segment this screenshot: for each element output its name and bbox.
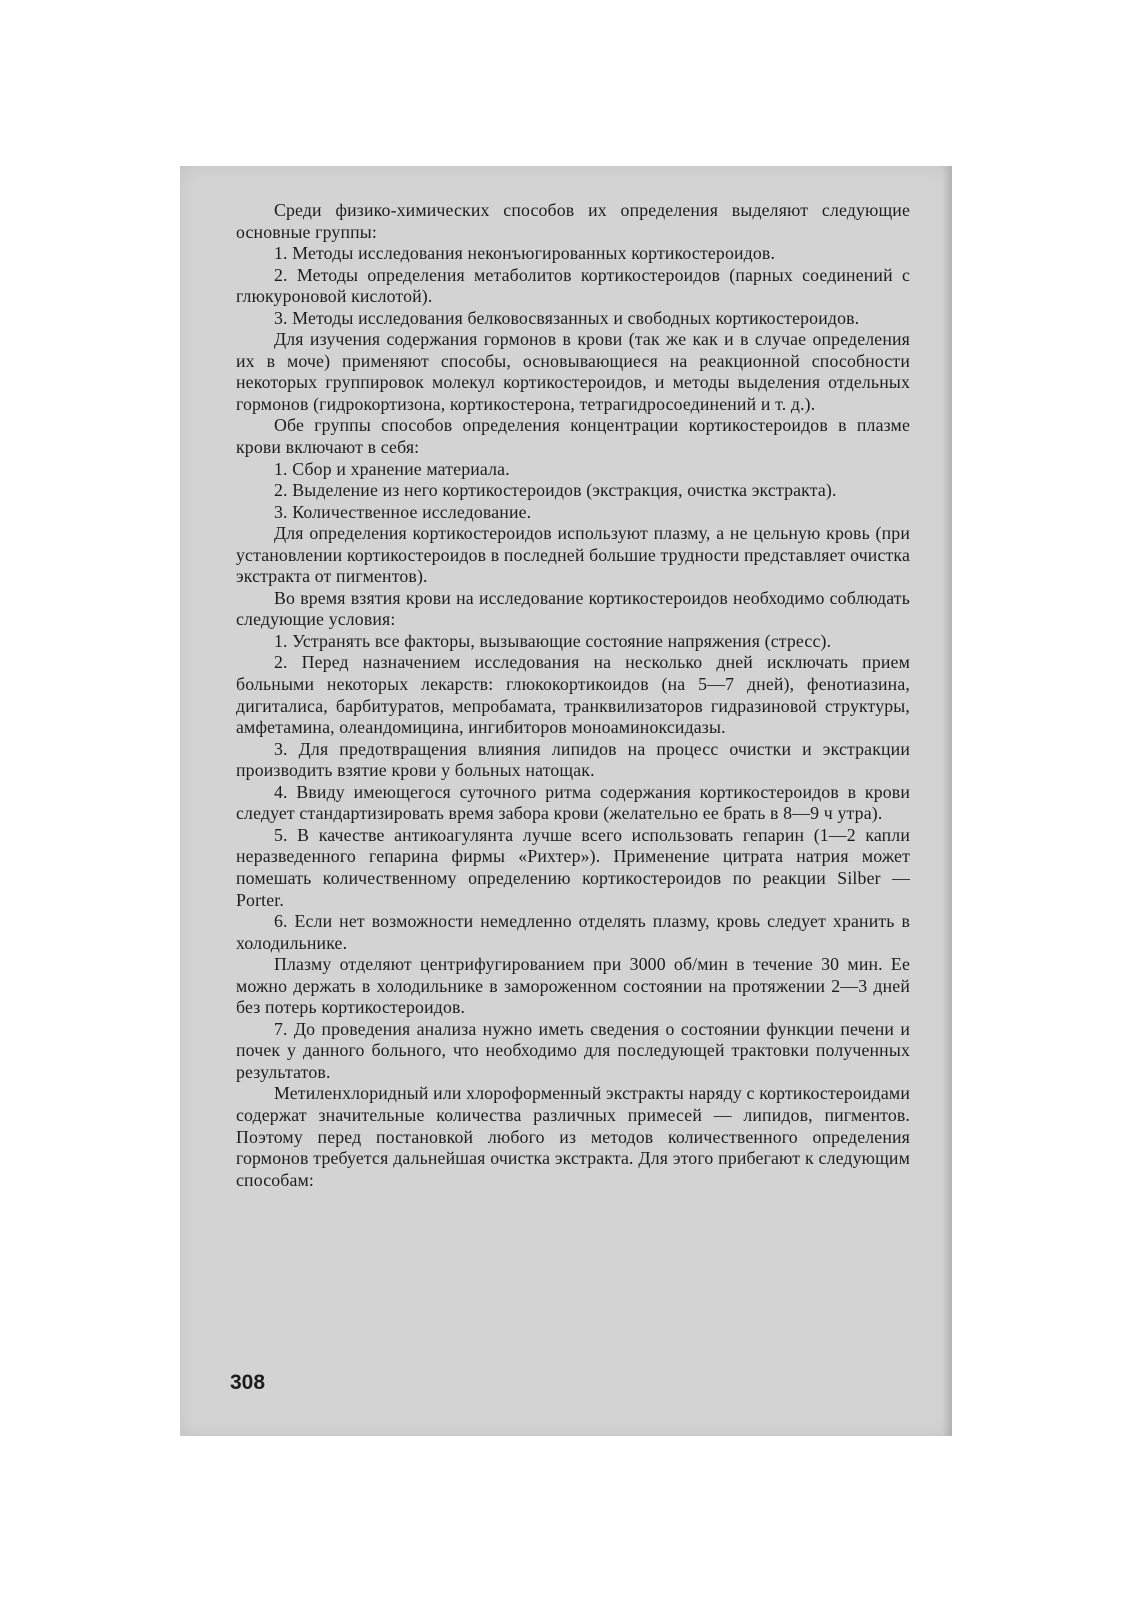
list-item: 3. Для предотвращения влияния липидов на процесс очистки и экстракции производить взятие крови у больных натощак. — [236, 738, 910, 781]
list-item: 1. Сбор и хранение материала. — [274, 458, 510, 479]
list-item: 3. Количественное исследование. — [274, 501, 532, 522]
list-item: 2. Методы определения метаболитов кортикостероидов (парных соединений с глюкуроновой кислотой). — [236, 264, 910, 307]
paragraph: Плазму отделяют центрифугированием при 3000 об/мин в течение 30 мин. Ее можно держать в холодильнике в замороженном состоянии на протяжении 2—3 дней без потерь кортикостероидов. — [236, 954, 910, 1018]
list-item: 6. Если нет возможности немедленно отделять плазму, кровь следует хранить в холодильнике. — [236, 911, 910, 953]
paragraph: Среди физико-химических способов их определения выделяют следующие основные группы: — [236, 200, 910, 242]
list-item: 1. Устранять все факторы, вызывающие состояние напряжения (стресс). — [274, 630, 832, 651]
paragraph: Во время взятия крови на исследование кортикостероидов необходимо соблюдать следующие условия: — [236, 587, 910, 630]
paragraph: Метиленхлоридный или хлороформенный экстракты наряду с кортикостероидами содержат значительные количества различных примесей — липидов, пигментов. Поэтому перед постановкой любого из методов количественного определения гормонов требуется дальнейшая очистка экстракта. Для этого прибегают к следующим способам: — [236, 1083, 910, 1190]
list-item: 2. Перед назначением исследования на несколько дней исключать прием больными некоторых лекарств: глюкокортикоидов (на 5—7 дней), фенотиазина, дигиталиса, барбитуратов, мепробамата, транквилизаторов гидразиновой структуры, амфетамина, олеандомицина, ингибиторов моноаминоксидазы. — [236, 652, 910, 738]
list-item: 3. Методы исследования белковосвязанных и свободных кортикостероидов. — [274, 307, 860, 328]
list-item: 5. В качестве антикоагулянта лучше всего использовать гепарин (1—2 капли неразведенного гепарина фирмы «Рихтер»). Применение цитрата натрия может помешать количественному определению кортикостероидов по реакции Silber — Porter. — [236, 824, 910, 910]
paragraph: Для изучения содержания гормонов в крови (так же как и в случае определения их в моче) применяют способы, основывающиеся на реакционной способности некоторых группировок молекул кортикостероидов, и методы выделения отдельных гормонов (гидрокортизона, кортикостерона, тетрагидросоединений и т. д.). — [236, 329, 910, 414]
paragraph: Обе группы способов определения концентрации кортикостероидов в плазме крови включают в себя: — [236, 415, 910, 458]
body-text — [236, 200, 910, 1191]
paragraph: Для определения кортикостероидов используют плазму, а не цельную кровь (при установлении кортикостероидов в последней большие трудности представляет очистка экстракта от пигментов). — [236, 523, 910, 587]
page-number: 308 — [230, 1371, 266, 1394]
list-item: 2. Выделение из него кортикостероидов (экстракция, очистка экстракта). — [274, 480, 837, 501]
list-item: 7. До проведения анализа нужно иметь сведения о состоянии функции печени и почек у данного больного, что необходимо для последующей трактовки полученных результатов. — [236, 1018, 910, 1082]
scanned-page — [180, 166, 952, 1436]
list-item: 1. Методы исследования неконъюгированных кортикостероидов. — [274, 243, 776, 264]
list-item: 4. Ввиду имеющегося суточного ритма содержания кортикостероидов в крови следует стандартизировать время забора крови (желательно ее брать в 8—9 ч утра). — [236, 781, 910, 824]
